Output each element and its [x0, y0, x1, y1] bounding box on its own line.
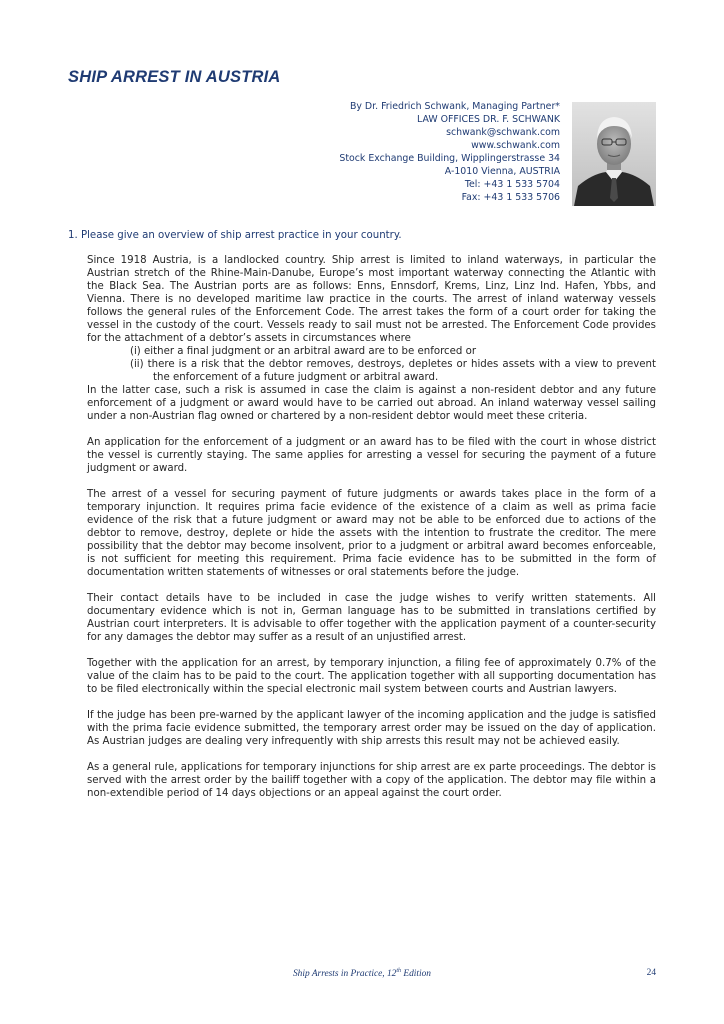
section-question: 1. Please give an overview of ship arrest practice in your country. [68, 230, 402, 241]
author-portrait-image [572, 102, 656, 206]
author-website[interactable]: www.schwank.com [471, 140, 560, 151]
page-number: 24 [646, 968, 656, 978]
page-footer [0, 968, 724, 982]
office-address-city: A-1010 Vienna, AUSTRIA [444, 166, 560, 177]
document-title: SHIP ARREST IN AUSTRIA [68, 68, 281, 86]
paragraph-non-resident-debtor: In the latter case, such a risk is assumed in case the claim is against a non-resident debtor and any future enforcement of a judgment or award would have to be carried out abroad. An inland waterway vessel sailing under a non-Austrian flag owned or chartered by a non-resident debtor would meet these criteria. [87, 385, 656, 422]
author-byline: By Dr. Friedrich Schwank, Managing Partner* [349, 101, 560, 112]
office-telephone: Tel: +43 1 533 5704 [464, 179, 560, 190]
answer-body [87, 254, 656, 813]
law-office-name: LAW OFFICES DR. F. SCHWANK [417, 114, 560, 125]
paragraph-filing-fee: Together with the application for an arrest, by temporary injunction, a filing fee of approximately 0.7% of the value of the claim has to be paid to the court. The application together with all supporting documentation has to be filed electronically within the special electronic mail system between courts and Austrian lawyers. [87, 658, 656, 695]
paragraph-ex-parte: As a general rule, applications for temporary injunctions for ship arrest are ex parte proceedings. The debtor is served with the arrest order by the bailiff together with a copy of the application. The debtor may file within a non-extendible period of 14 days objections or an appeal against the court order. [87, 762, 656, 799]
paragraph-temporary-injunction: The arrest of a vessel for securing payment of future judgments or awards takes place in the form of a temporary injunction. It requires prima facie evidence of the existence of a claim as well as prima facie evidence of the risk that a future judgment or award may not be able to be enforced due to actions of the debtor to remove, destroy, deplete or hide the assets with the intention to frustrate the creditor. The mere possibility that the debtor may become insolvent, prior to a judgment or arbitral award becomes enforceable, is not sufficient for meeting this requirement. Prima facie evidence has to be submitted in the form of documentation written statements of witnesses or oral statements before the judge. [87, 489, 656, 578]
circumstances-list [87, 345, 656, 384]
paragraph-contact-details: Their contact details have to be included in case the judge wishes to verify written statements. All documentary evidence which is not in, German language has to be submitted in translations certified by Austrian court interpreters. It is advisable to offer together with the application payment of a counter-security for any damages the debtor may suffer as a result of an unjustified arrest. [87, 593, 656, 643]
author-block [260, 100, 560, 204]
footer-publication-title: Ship Arrests in Practice, 12th Edition [292, 968, 431, 980]
office-fax: Fax: +43 1 533 5706 [461, 192, 560, 203]
list-item: (i) either a final judgment or an arbitral award are to be enforced or [130, 346, 477, 357]
paragraph-overview: Since 1918 Austria, is a landlocked country. Ship arrest is limited to inland waterways, in particular the Austrian stretch of the Rhine-Main-Danube, Europe’s most important waterway connecting the Atlantic with the Black Sea. The Austrian ports are as follows: Enns, Ennsdorf, Krems, Linz, Linz Ind. Hafen, Ybbs, and Vienna. There is no developed maritime law practice in the courts. The arrest of inland waterway vessels follows the general rules of the Enforcement Code. The arrest takes the form of a court order for taking the vessel in the custody of the court. Vessels ready to sail must not be arrested. The Enforcement Code provides for the attachment of a debtor’s assets in circumstances where [87, 255, 656, 344]
list-item: (ii) there is a risk that the debtor removes, destroys, depletes or hides assets with a view to prevent the enforcement of a future judgment or arbitral award. [130, 359, 656, 383]
author-portrait [572, 102, 656, 206]
office-address-street: Stock Exchange Building, Wipplingerstrasse 34 [339, 153, 560, 164]
paragraph-pre-warned-judge: If the judge has been pre-warned by the applicant lawyer of the incoming application and the judge is satisfied with the prima facie evidence submitted, the temporary arrest order may be issued on the day of application. As Austrian judges are dealing very infrequently with ship arrests this result may not be achieved easily. [87, 710, 656, 747]
paragraph-application-court: An application for the enforcement of a judgment or an award has to be filed with the court in whose district the vessel is currently staying. The same applies for arresting a vessel for securing the payment of a future judgment or award. [87, 437, 656, 474]
author-email[interactable]: schwank@schwank.com [446, 127, 560, 138]
